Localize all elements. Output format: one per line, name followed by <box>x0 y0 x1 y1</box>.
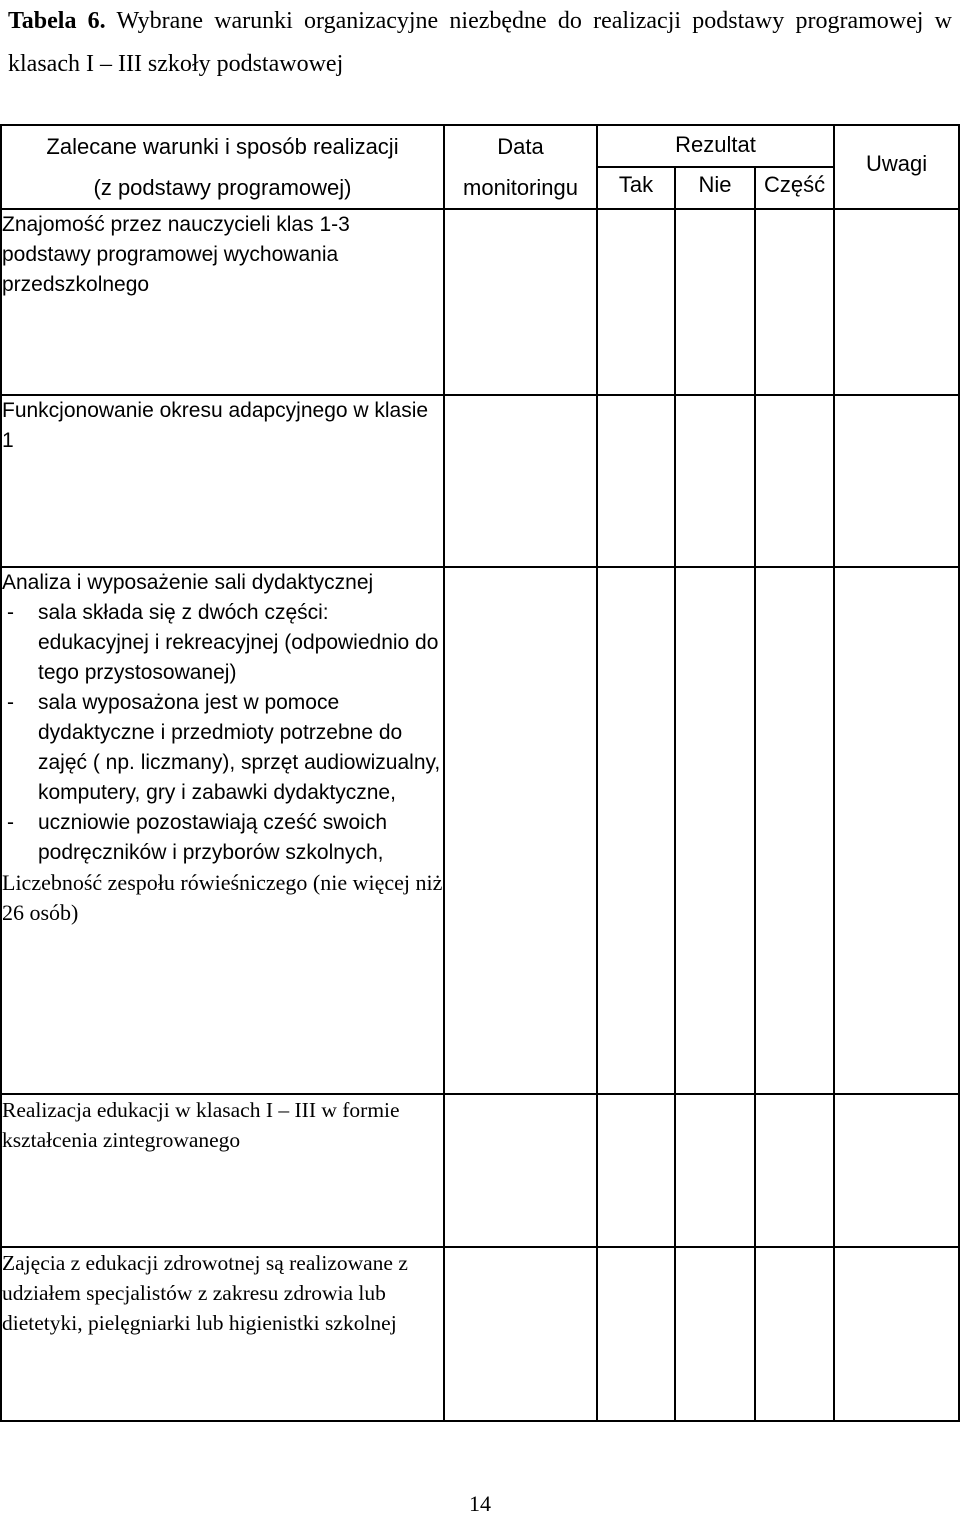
row-4-yes-cell[interactable] <box>597 1094 675 1247</box>
row-2-remarks-cell[interactable] <box>834 395 959 567</box>
table-row <box>1 1094 959 1247</box>
row-3-condition <box>1 567 444 1094</box>
header-conditions <box>1 125 444 209</box>
bullet-text: sala składa się z dwóch części: edukacyjnej i rekreacyjnej (odpowiednio do tego przystosowanej) <box>38 601 439 684</box>
row-2-partial-cell[interactable] <box>755 395 834 567</box>
table-row <box>1 1247 959 1421</box>
row-2-yes-cell[interactable] <box>597 395 675 567</box>
header-result-no: Nie <box>675 167 755 209</box>
row-3-bullet-3 <box>2 808 443 868</box>
header-date-line1: Data <box>497 134 544 159</box>
header-result: Rezultat <box>597 125 834 167</box>
row-4-date-cell[interactable] <box>444 1094 597 1247</box>
row-5-condition: Zajęcia z edukacji zdrowotnej są realizowane z udziałem specjalistów z zakresu zdrowia lub dietetyki, pielęgniarki lub higienistki szkolnej <box>1 1247 444 1421</box>
header-remarks: Uwagi <box>834 125 959 209</box>
row-1-yes-cell[interactable] <box>597 209 675 395</box>
row-1-condition: Znajomość przez nauczycieli klas 1-3 podstawy programowej wychowania przedszkolnego <box>1 209 444 395</box>
bullet-text: sala wyposażona jest w pomoce dydaktyczne i przedmioty potrzebne do zajęć ( np. liczmany), sprzęt audiowizualny, komputery, gry i zabawki dydaktyczne, <box>38 691 441 804</box>
row-1-remarks-cell[interactable] <box>834 209 959 395</box>
page-number: 14 <box>469 1491 491 1516</box>
bullet-dash: - <box>7 811 14 834</box>
row-4-remarks-cell[interactable] <box>834 1094 959 1247</box>
row-4-condition: Realizacja edukacji w klasach I – III w formie kształcenia zintegrowanego <box>1 1094 444 1247</box>
caption-title: Wybrane warunki organizacyjne niezbędne do realizacji podstawy programowej w klasach I – III szkoły podstawowej <box>8 8 952 77</box>
row-5-date-cell[interactable] <box>444 1247 597 1421</box>
row-3-remarks-cell[interactable] <box>834 567 959 1094</box>
table-row <box>1 209 959 395</box>
row-3-yes-cell[interactable] <box>597 567 675 1094</box>
row-3-intro: Analiza i wyposażenie sali dydaktycznej <box>2 571 374 594</box>
row-3-no-cell[interactable] <box>675 567 755 1094</box>
table-caption <box>8 0 952 86</box>
header-date <box>444 125 597 209</box>
row-3-outro: Liczebność zespołu rówieśniczego (nie więcej niż 26 osób) <box>2 870 443 925</box>
row-3-date-cell[interactable] <box>444 567 597 1094</box>
row-2-condition: Funkcjonowanie okresu adapcyjnego w klasie 1 <box>1 395 444 567</box>
row-4-partial-cell[interactable] <box>755 1094 834 1247</box>
bullet-text: uczniowie pozostawiają cześć swoich podręczników i przyborów szkolnych, <box>38 811 387 864</box>
row-5-no-cell[interactable] <box>675 1247 755 1421</box>
header-result-partial: Część <box>755 167 834 209</box>
row-3-bullet-2 <box>2 688 443 808</box>
header-conditions-line1: Zalecane warunki i sposób realizacji <box>46 134 399 159</box>
row-1-no-cell[interactable] <box>675 209 755 395</box>
row-2-no-cell[interactable] <box>675 395 755 567</box>
row-4-no-cell[interactable] <box>675 1094 755 1247</box>
row-2-date-cell[interactable] <box>444 395 597 567</box>
header-result-yes: Tak <box>597 167 675 209</box>
row-5-partial-cell[interactable] <box>755 1247 834 1421</box>
row-5-remarks-cell[interactable] <box>834 1247 959 1421</box>
row-5-yes-cell[interactable] <box>597 1247 675 1421</box>
row-1-partial-cell[interactable] <box>755 209 834 395</box>
bullet-dash: - <box>7 601 14 624</box>
caption-label: Tabela 6. <box>8 8 106 34</box>
table-row <box>1 395 959 567</box>
bullet-dash: - <box>7 691 14 714</box>
row-3-bullet-1 <box>2 598 443 688</box>
row-3-partial-cell[interactable] <box>755 567 834 1094</box>
table-row <box>1 567 959 1094</box>
header-conditions-line2: (z podstawy programowej) <box>93 175 352 200</box>
row-1-date-cell[interactable] <box>444 209 597 395</box>
header-date-line2: monitoringu <box>463 175 578 200</box>
conditions-table <box>0 124 960 1422</box>
